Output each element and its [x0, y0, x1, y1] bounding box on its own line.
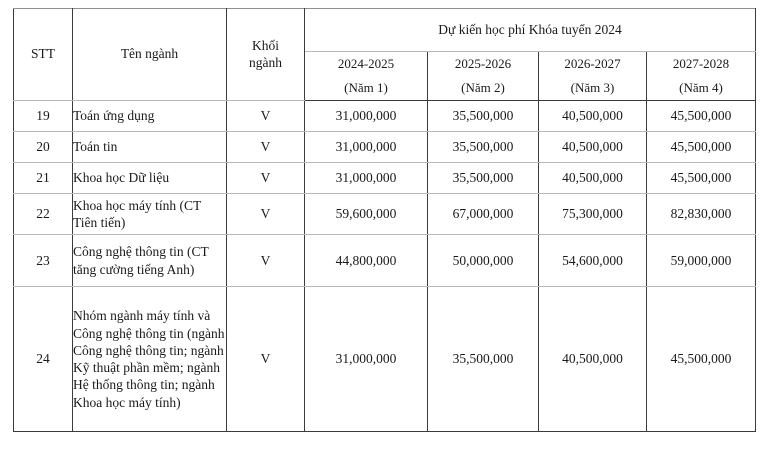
tuition-fee-table: [13, 8, 756, 432]
cell-fee-year-2: 67,000,000: [428, 194, 539, 235]
cell-stt: 22: [14, 194, 73, 235]
table-row: [14, 101, 756, 132]
column-header-year-4: [647, 52, 756, 101]
year-1-index: (Năm 1): [344, 80, 388, 96]
cell-block: V: [227, 235, 305, 287]
year-4-range: 2027-2028: [672, 56, 730, 71]
cell-fee-year-2: 35,500,000: [428, 287, 539, 432]
cell-fee-year-3: 75,300,000: [539, 194, 647, 235]
table-row: [14, 235, 756, 287]
cell-fee-year-1: 59,600,000: [305, 194, 428, 235]
cell-block: V: [227, 287, 305, 432]
cell-stt: 24: [14, 287, 73, 432]
cell-fee-year-4: 45,500,000: [647, 101, 756, 132]
column-header-block-line1: Khối: [252, 37, 279, 53]
cell-block: V: [227, 101, 305, 132]
cell-fee-year-3: 40,500,000: [539, 132, 647, 163]
cell-fee-year-4: 45,500,000: [647, 163, 756, 194]
table-row: [14, 132, 756, 163]
column-header-block: [227, 9, 305, 101]
table-row: [14, 194, 756, 235]
column-header-year-3: [539, 52, 647, 101]
cell-name: Công nghệ thông tin (CT tăng cường tiếng Anh): [73, 235, 227, 287]
cell-stt: 21: [14, 163, 73, 194]
cell-name: Toán tin: [73, 132, 227, 163]
cell-fee-year-1: 31,000,000: [305, 132, 428, 163]
cell-fee-year-2: 35,500,000: [428, 132, 539, 163]
column-header-year-1: [305, 52, 428, 101]
table-row: [14, 163, 756, 194]
year-3-range: 2026-2027: [564, 56, 621, 71]
year-1-range: 2024-2025: [337, 56, 395, 71]
cell-fee-year-4: 59,000,000: [647, 235, 756, 287]
table-row: [14, 287, 756, 432]
cell-stt: 19: [14, 101, 73, 132]
cell-fee-year-1: 44,800,000: [305, 235, 428, 287]
cell-fee-year-2: 35,500,000: [428, 163, 539, 194]
cell-fee-year-3: 40,500,000: [539, 163, 647, 194]
cell-fee-year-1: 31,000,000: [305, 163, 428, 194]
cell-fee-year-4: 45,500,000: [647, 287, 756, 432]
cell-name: Khoa học Dữ liệu: [73, 163, 227, 194]
cell-name: Toán ứng dụng: [73, 101, 227, 132]
column-header-stt: STT: [14, 9, 73, 101]
column-header-name: Tên ngành: [73, 9, 227, 101]
table-body: [14, 101, 756, 432]
year-4-index: (Năm 4): [679, 80, 723, 96]
year-2-range: 2025-2026: [454, 56, 512, 71]
year-2-index: (Năm 2): [461, 80, 505, 96]
cell-fee-year-4: 45,500,000: [647, 132, 756, 163]
column-header-year-2: [428, 52, 539, 101]
cell-fee-year-1: 31,000,000: [305, 101, 428, 132]
header-row-primary: [14, 9, 756, 52]
cell-fee-year-2: 35,500,000: [428, 101, 539, 132]
cell-fee-year-1: 31,000,000: [305, 287, 428, 432]
cell-block: V: [227, 163, 305, 194]
column-header-group-tuition: Dự kiến học phí Khóa tuyển 2024: [305, 9, 756, 52]
table-header: [14, 9, 756, 101]
year-3-index: (Năm 3): [570, 80, 615, 96]
cell-stt: 23: [14, 235, 73, 287]
cell-fee-year-3: 40,500,000: [539, 101, 647, 132]
cell-fee-year-3: 40,500,000: [539, 287, 647, 432]
cell-fee-year-2: 50,000,000: [428, 235, 539, 287]
cell-fee-year-3: 54,600,000: [539, 235, 647, 287]
column-header-block-line2: ngành: [249, 54, 282, 70]
cell-name: Nhóm ngành máy tính và Công nghệ thông tin (ngành Công nghệ thông tin; ngành Kỹ thuật phần mềm; ngành Hệ thống thông tin; ngành Khoa học máy tính): [73, 287, 227, 432]
cell-stt: 20: [14, 132, 73, 163]
cell-block: V: [227, 194, 305, 235]
cell-block: V: [227, 132, 305, 163]
cell-fee-year-4: 82,830,000: [647, 194, 756, 235]
cell-name: Khoa học máy tính (CT Tiên tiến): [73, 194, 227, 235]
